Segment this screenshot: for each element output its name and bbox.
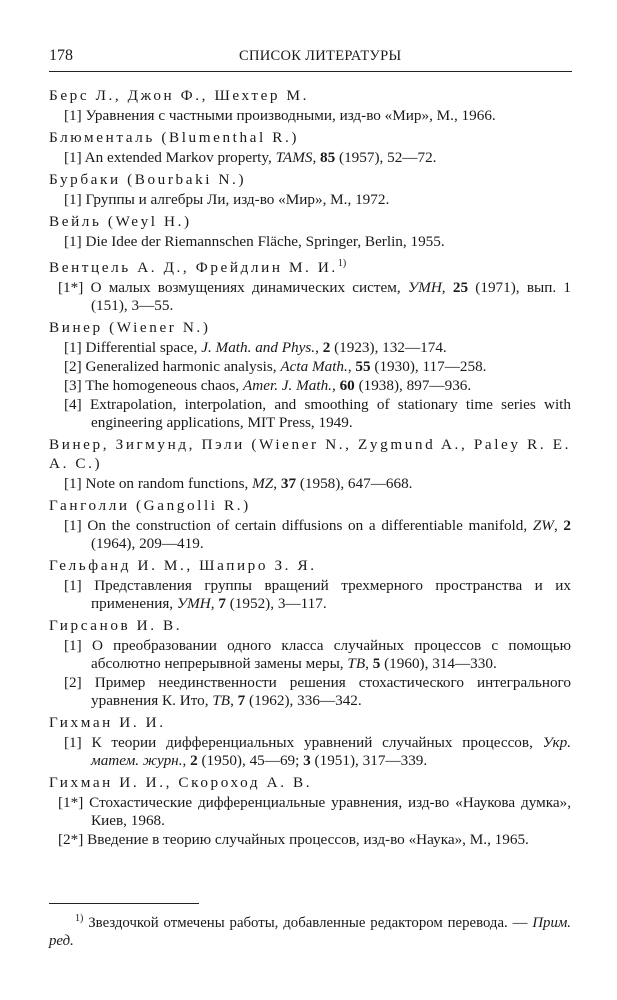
reference-item: [1] Представления группы вращений трехмерного пространства и их применения, УМН, 7 (1952), 3—117. <box>64 577 571 613</box>
author-heading: Гирсанов И. В. <box>49 617 183 635</box>
reference-item: [2] Пример неединственности решения стохастического интегрального уравнения К. Ито, ТВ, 7 (1962), 336—342. <box>64 674 571 710</box>
reference-item: [1] Note on random functions, MZ, 37 (1958), 647—668. <box>64 475 413 493</box>
reference-item: [4] Extrapolation, interpolation, and smoothing of stationary time series with engineering applications, MIT Press, 1949. <box>64 396 571 432</box>
page-header <box>49 47 571 69</box>
author-heading: Гихман И. И. <box>49 714 166 732</box>
author-heading: Вентцель А. Д., Фрейдлин М. И.$^{1)}$ <box>49 258 347 277</box>
author-heading: Вейль (Weyl H.) <box>49 213 192 230</box>
reference-item: [1*] Стохастические дифференциальные уравнения, изд-во «Наукова думка», Киев, 1968. <box>58 794 571 830</box>
author-heading: Берс Л., Джон Ф., Шехтер М. <box>49 87 310 104</box>
reference-item: [2*] Введение в теорию случайных процессов, изд-во «Наука», М., 1965. <box>58 831 529 849</box>
reference-item: [1] К теории дифференциальных уравнений случайных процессов, Укр. матем. журн., 2 (1950), 45—69; 3 (1951), 317—339. <box>64 734 571 770</box>
author-heading: Ганголли (Gangolli R.) <box>49 497 251 515</box>
reference-item: [1] О преобразовании одного класса случайных процессов с помощью абсолютно непрерывной замены меры, ТВ, 5 (1960), 314—330. <box>64 637 571 673</box>
reference-item: [1] Differential space, J. Math. and Phys., 2 (1923), 132—174. <box>64 339 447 357</box>
author-heading: Гельфанд И. М., Шапиро З. Я. <box>49 557 317 575</box>
author-heading: Винер, Зигмунд, Пэли (Wiener N., Zygmund A., Paley R. E. A. C.) <box>49 436 571 473</box>
author-heading: Бурбаки (Bourbaki N.) <box>49 171 247 188</box>
author-heading: Гихман И. И., Скороход А. В. <box>49 774 313 792</box>
header-rule <box>49 71 572 72</box>
reference-item: [1] Die Idee der Riemannschen Fläche, Springer, Berlin, 1955. <box>64 233 445 250</box>
footnote-rule <box>49 903 199 904</box>
reference-item: [1] On the construction of certain diffusions on a differentiable manifold, ZW, 2 (1964), 209—419. <box>64 517 571 553</box>
running-title: СПИСОК ЛИТЕРАТУРЫ <box>239 48 402 64</box>
author-heading: Винер (Wiener N.) <box>49 319 211 337</box>
reference-item: [1] Уравнения с частными производными, изд-во «Мир», М., 1966. <box>64 107 496 124</box>
reference-item: [1] An extended Markov property, TAMS, 85 (1957), 52—72. <box>64 149 437 166</box>
bibliography-list <box>49 86 571 849</box>
reference-item: [1] Группы и алгебры Ли, изд-во «Мир», М., 1972. <box>64 191 390 208</box>
footnote-mark: 1) <box>337 258 347 269</box>
reference-item: [1*] О малых возмущениях динамических систем, УМН, 25 (1971), вып. 1 (151), 3—55. <box>58 279 571 315</box>
page-number: 178 <box>49 47 73 64</box>
reference-item: [2] Generalized harmonic analysis, Acta Math., 55 (1930), 117—258. <box>64 358 487 376</box>
footnote: $^{1)}$ Звездочкой отмечены работы, добавленные редактором перевода. — Прим. ред. <box>49 913 571 949</box>
footnote-mark: 1) <box>75 913 84 924</box>
reference-item: [3] The homogeneous chaos, Amer. J. Math., 60 (1938), 897—936. <box>64 377 472 395</box>
author-heading: Блюменталь (Blumenthal R.) <box>49 129 300 146</box>
